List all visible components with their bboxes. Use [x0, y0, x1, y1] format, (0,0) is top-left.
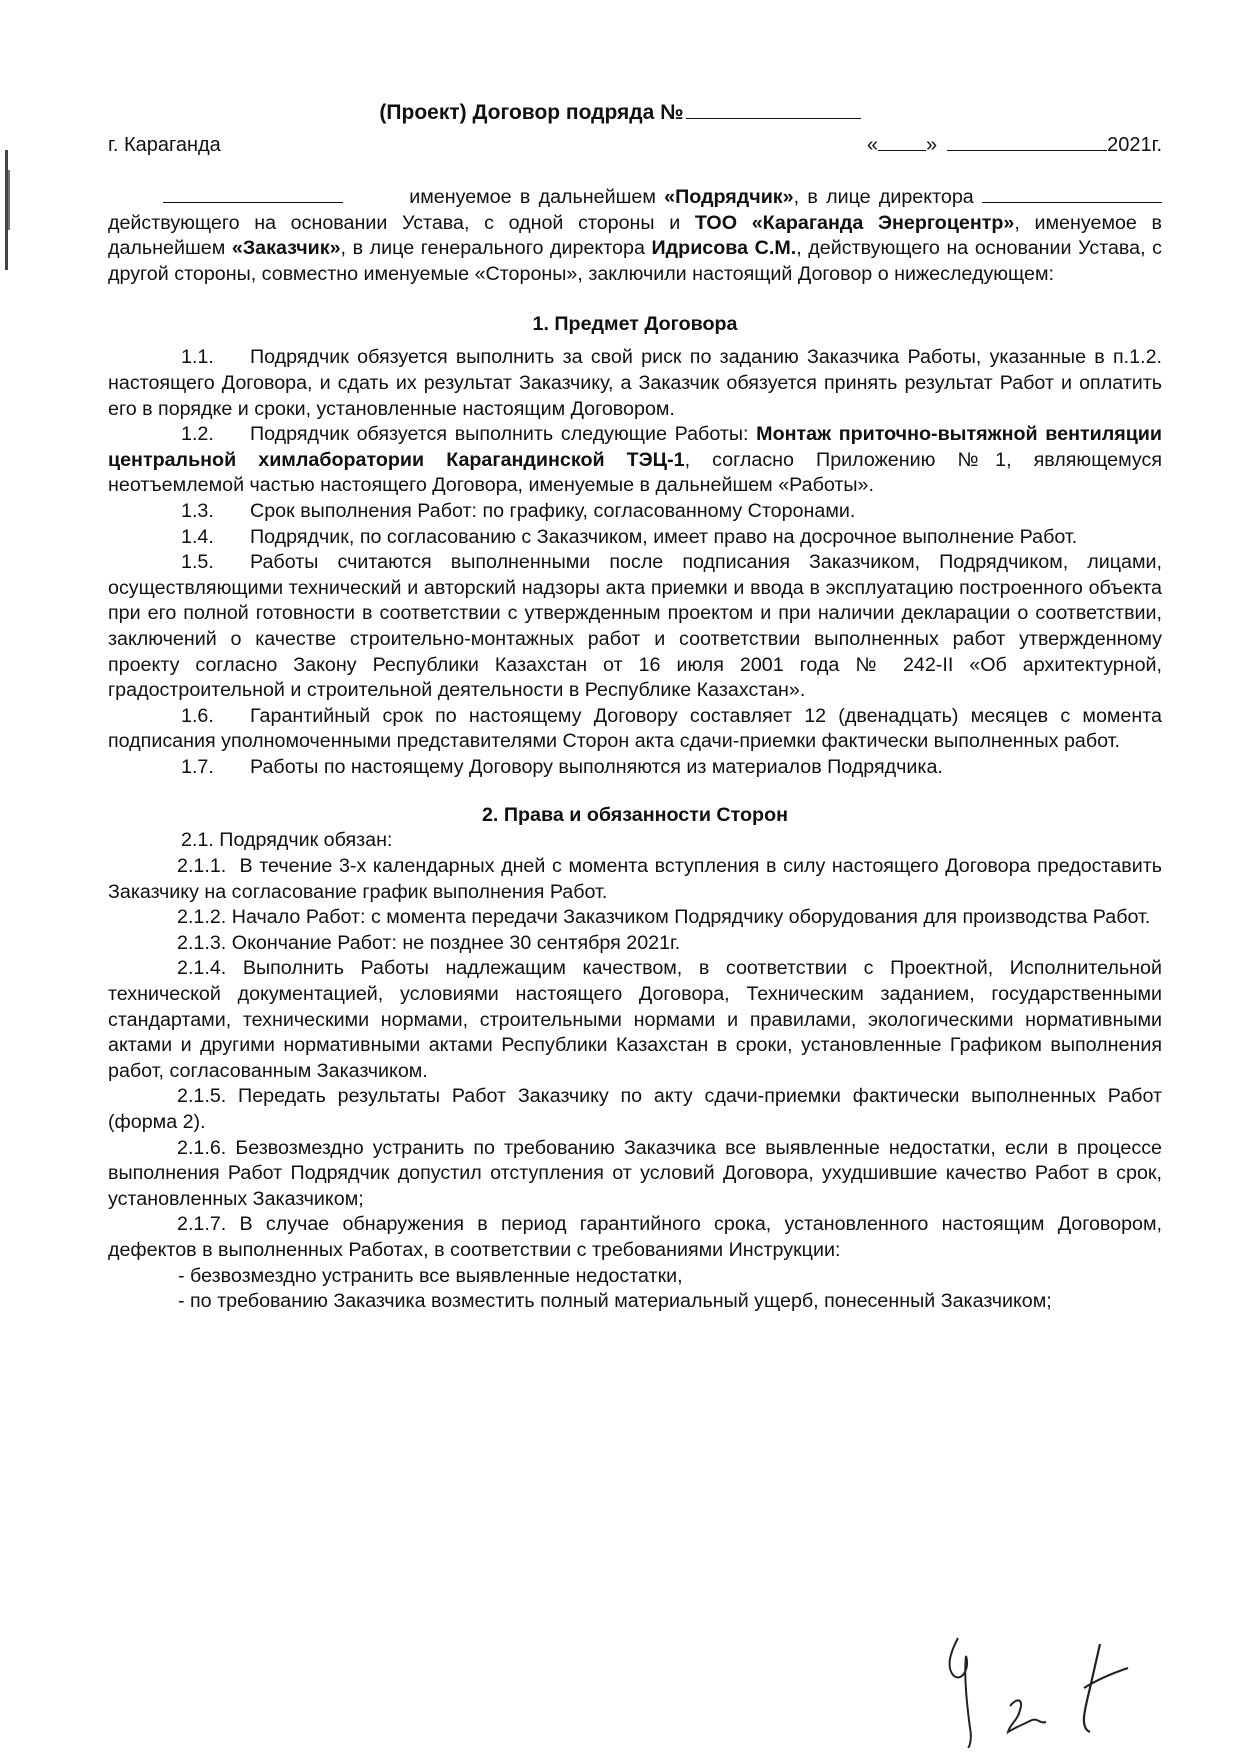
city: г. Караганда	[108, 134, 221, 156]
title-text: (Проект) Договор подряда №	[379, 101, 684, 124]
preamble: именуемое в дальнейшем «Подрядчик», в лице директора действующего на основании Устава, с одной стороны и ТОО «Караганда Энергоцентр», именуемое в дальнейшем «Заказчик», в лице генерального директора Идрисова С.М., действующего на основании Устава, с другой стороны, совместно именуемые «Стороны», заключили настоящий Договор о нижеследующем:	[108, 186, 1163, 285]
clause-2-1-7: 2.1.7. В случае обнаружения в период гарантийного срока, установленного настоящим Договором, дефектов в выполненных Работах, в соответствии с требованиями Инструкции:	[108, 1213, 1162, 1261]
bullet-item: - безвозмездно устранить все выявленные недостатки,	[178, 1264, 683, 1287]
clause-2-1-4: 2.1.4. Выполнить Работы надлежащим качеством, в соответствии с Проектной, Исполнительной технической документацией, условиями настоящего Договора, Техническим заданием, государственными стандартами, техническими нормами, строительными нормами и правилами, экологическими нормативными актами и другими нормативными актами Республики Казахстан в сроки, установленные Графиком выполнения работ, согласованным Заказчиком.	[108, 957, 1162, 1082]
section-1-heading: 1. Предмет Договора	[532, 313, 738, 336]
date-open-quote: «	[866, 134, 878, 156]
handwritten-signatures	[940, 1628, 1200, 1748]
day-blank	[878, 132, 926, 151]
contract-number-blank	[686, 98, 861, 119]
clause-1-1: 1.1. Подрядчик обязуется выполнить за свой риск по заданию Заказчика Работы, указанные в п.1.2. настоящего Договора, и сдать их результат Заказчику, а Заказчик обязуется принять результат Работ и оплатить его в порядке и сроки, установленные настоящим Договором.	[108, 346, 1162, 420]
clause-1-6: 1.6. Гарантийный срок по настоящему Договору составляет 12 (двенадцать) месяцев с момента подписания уполномоченными представителями Сторон акта сдачи-приемки фактически выполненных работ.	[108, 704, 1162, 753]
document-title	[0, 98, 1240, 127]
section-2-heading: 2. Права и обязанности Сторон	[481, 804, 789, 827]
bullet-item: - по требованию Заказчика возместить полный материальный ущерб, понесенный Заказчиком;	[178, 1290, 1052, 1313]
contract-date	[867, 131, 1162, 159]
clause-2-1-6: 2.1.6. Безвозмездно устранить по требованию Заказчика все выявленные недостатки, если в процессе выполнения Работ Подрядчик допустил отступления от условий Договора, ухудшившие качество Работ в срок, установленных Заказчиком;	[108, 1136, 1162, 1210]
clause-1-4: 1.4. Подрядчик, по согласованию с Заказчиком, имеет право на досрочное выполнение Работ.	[181, 525, 1078, 548]
clause-2-1-1: 2.1.1. В течение 3-х календарных дней с момента вступления в силу настоящего Договора предоставить Заказчику на согласование график выполнения Работ.	[108, 855, 1162, 903]
director-name-blank	[982, 184, 1162, 203]
clause-2-1-2: 2.1.2. Начало Работ: с момента передачи Заказчиком Подрядчику оборудования для производства Работ.	[177, 906, 1151, 929]
clause-2-1: 2.1. Подрядчик обязан:	[181, 829, 393, 852]
clause-1-7: 1.7. Работы по настоящему Договору выполняются из материалов Подрядчика.	[181, 755, 943, 778]
date-close-quote: »	[925, 134, 938, 156]
contractor-name-blank	[163, 184, 343, 203]
date-year: 2021г.	[1107, 134, 1162, 156]
clause-1-2: 1.2. Подрядчик обязуется выполнить следующие Работы: Монтаж приточно-вытяжной вентиляции центральной химлаборатории Карагандинской ТЭЦ-1, согласно Приложению №1, являющемуся неотъемлемой частью настоящего Договора, именуемые в дальнейшем «Работы».	[108, 423, 1163, 497]
clause-1-3: 1.3. Срок выполнения Работ: по графику, согласованному Сторонами.	[181, 499, 856, 522]
document-body	[108, 184, 1162, 1315]
clause-2-1-5: 2.1.5. Передать результаты Работ Заказчику по акту сдачи-приемки фактически выполненных Работ (форма 2).	[108, 1085, 1162, 1133]
clause-2-1-3: 2.1.3. Окончание Работ: не позднее 30 сентября 2021г.	[177, 931, 681, 954]
scan-margin-mark	[4, 150, 12, 270]
clause-1-5: 1.5. Работы считаются выполненными после подписания Заказчиком, Подрядчиком, лицами, осуществляющими технический и авторский надзоры акта приемки и ввода в эксплуатацию построенного объекта при его полной готовности в соответствии с утвержденным проектом и при наличии декларации о соответствии, заключений о качестве строительно-монтажных работ и соответствии выполненных работ утвержденному проекту согласно Закону Республики Казахстан от 16 июля 2001 года № 242-II «Об архитектурной, градостроительной и строительной деятельности в Республике Казахстан».	[108, 551, 1162, 702]
month-blank	[947, 132, 1107, 151]
